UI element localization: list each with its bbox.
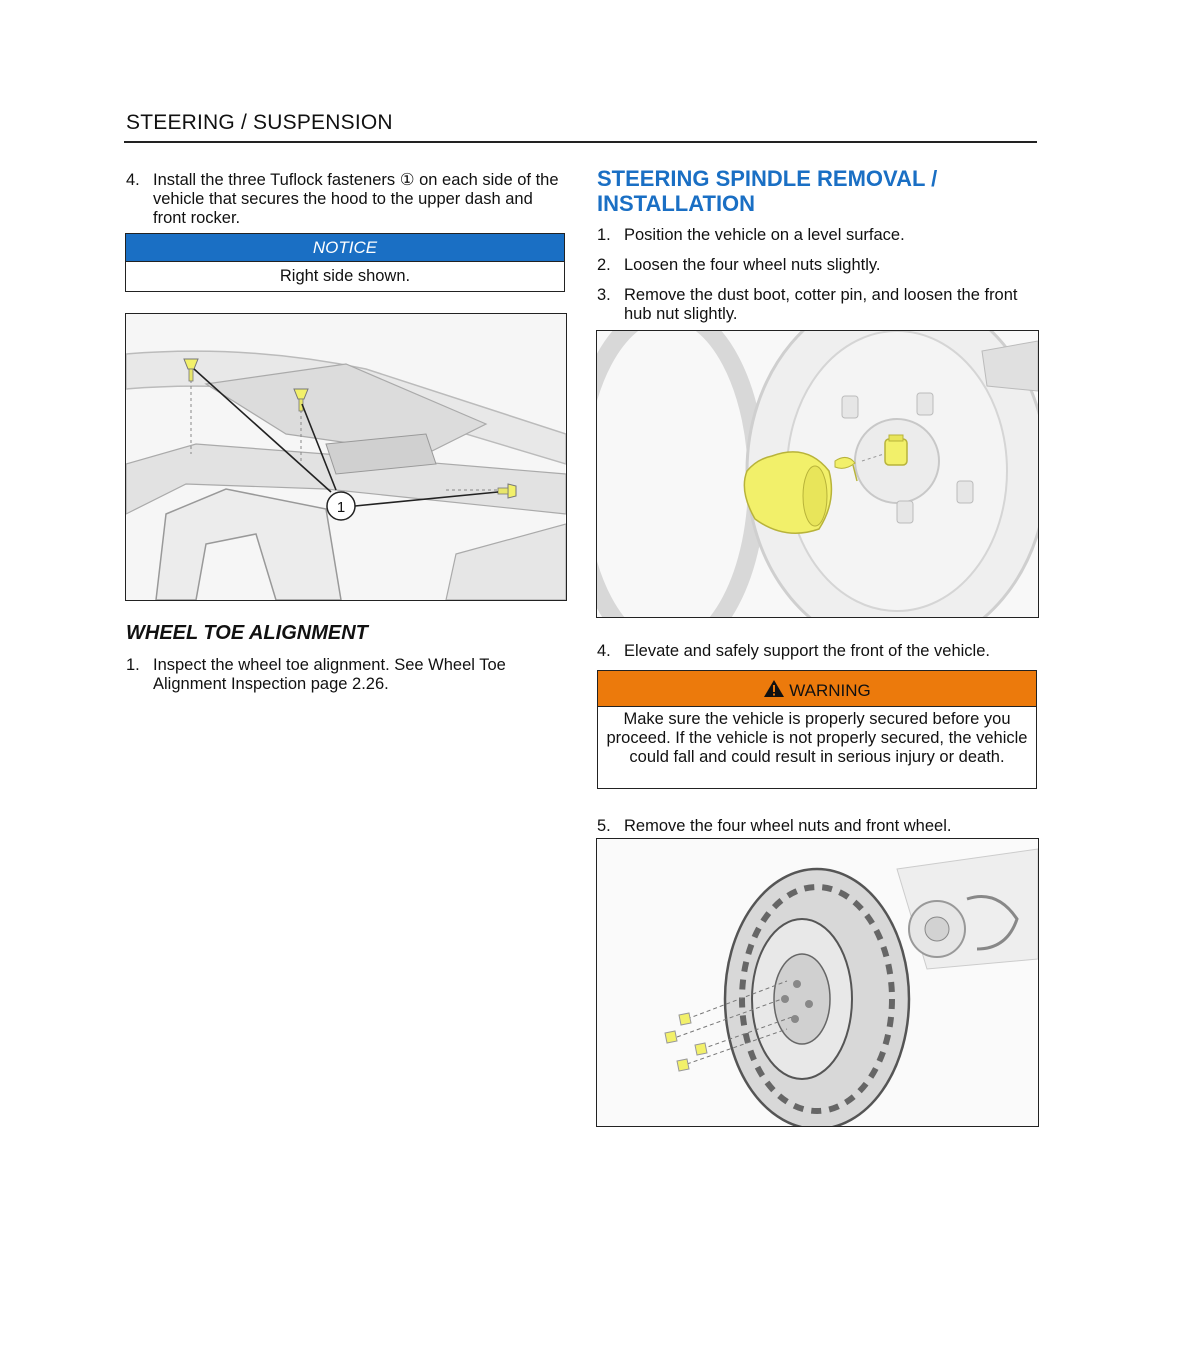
toe-step-1: [126, 656, 556, 694]
step-text: Elevate and safely support the front of the vehicle.: [624, 642, 990, 660]
step-number: 1.: [597, 226, 611, 244]
steering-spindle-heading: STEERING SPINDLE REMOVAL / INSTALLATION: [597, 166, 938, 216]
step-number: 3.: [597, 286, 611, 304]
dust-boot-drawing: [597, 331, 1038, 617]
step-text: Remove the dust boot, cotter pin, and loosen the front hub nut slightly.: [624, 286, 1018, 323]
step-text: Position the vehicle on a level surface.: [624, 226, 905, 244]
step-text: Remove the four wheel nuts and front wheel.: [624, 817, 952, 835]
spindle-step-3: [597, 286, 1037, 324]
step-text: Loosen the four wheel nuts slightly.: [624, 256, 881, 274]
step-number: 2.: [597, 256, 611, 274]
dust-boot-illustration: [596, 330, 1039, 618]
step-text: Inspect the wheel toe alignment. See Wheel Toe Alignment Inspection page 2.26.: [153, 656, 506, 693]
step-4-install-fasteners: [126, 171, 566, 228]
step-text: Install the three Tuflock fasteners ① on each side of the vehicle that secures the hood to the upper dash and front rocker.: [153, 171, 559, 227]
warning-triangle-icon: [763, 679, 785, 698]
spindle-step-1: [597, 226, 1037, 245]
spindle-step-2: [597, 256, 1037, 275]
wheel-removal-illustration: [596, 838, 1039, 1127]
step-number: 5.: [597, 817, 611, 835]
notice-box: [125, 233, 565, 292]
hood-fastener-drawing: [126, 314, 566, 600]
callout-1-label: 1: [336, 499, 346, 516]
page-section-title: STEERING / SUSPENSION: [126, 111, 393, 134]
warning-title: WARNING: [789, 681, 871, 700]
warning-text: Make sure the vehicle is properly secured before you proceed. If the vehicle is not properly secured, the vehicle could fall and could result in serious injury or death.: [606, 710, 1028, 766]
warning-header: [598, 671, 1036, 707]
notice-text: Right side shown.: [279, 267, 411, 285]
hood-fastener-illustration: [125, 313, 567, 601]
warning-box: [597, 670, 1037, 789]
header-divider: [124, 141, 1037, 143]
step-number: 4.: [126, 171, 140, 189]
step-number: 1.: [126, 656, 140, 674]
spindle-step-5: [597, 817, 1037, 836]
wheel-removal-drawing: [597, 839, 1038, 1126]
wheel-toe-alignment-heading: WHEEL TOE ALIGNMENT: [126, 622, 368, 644]
notice-title: NOTICE: [126, 234, 564, 262]
spindle-step-4: [597, 642, 1037, 661]
step-number: 4.: [597, 642, 611, 660]
